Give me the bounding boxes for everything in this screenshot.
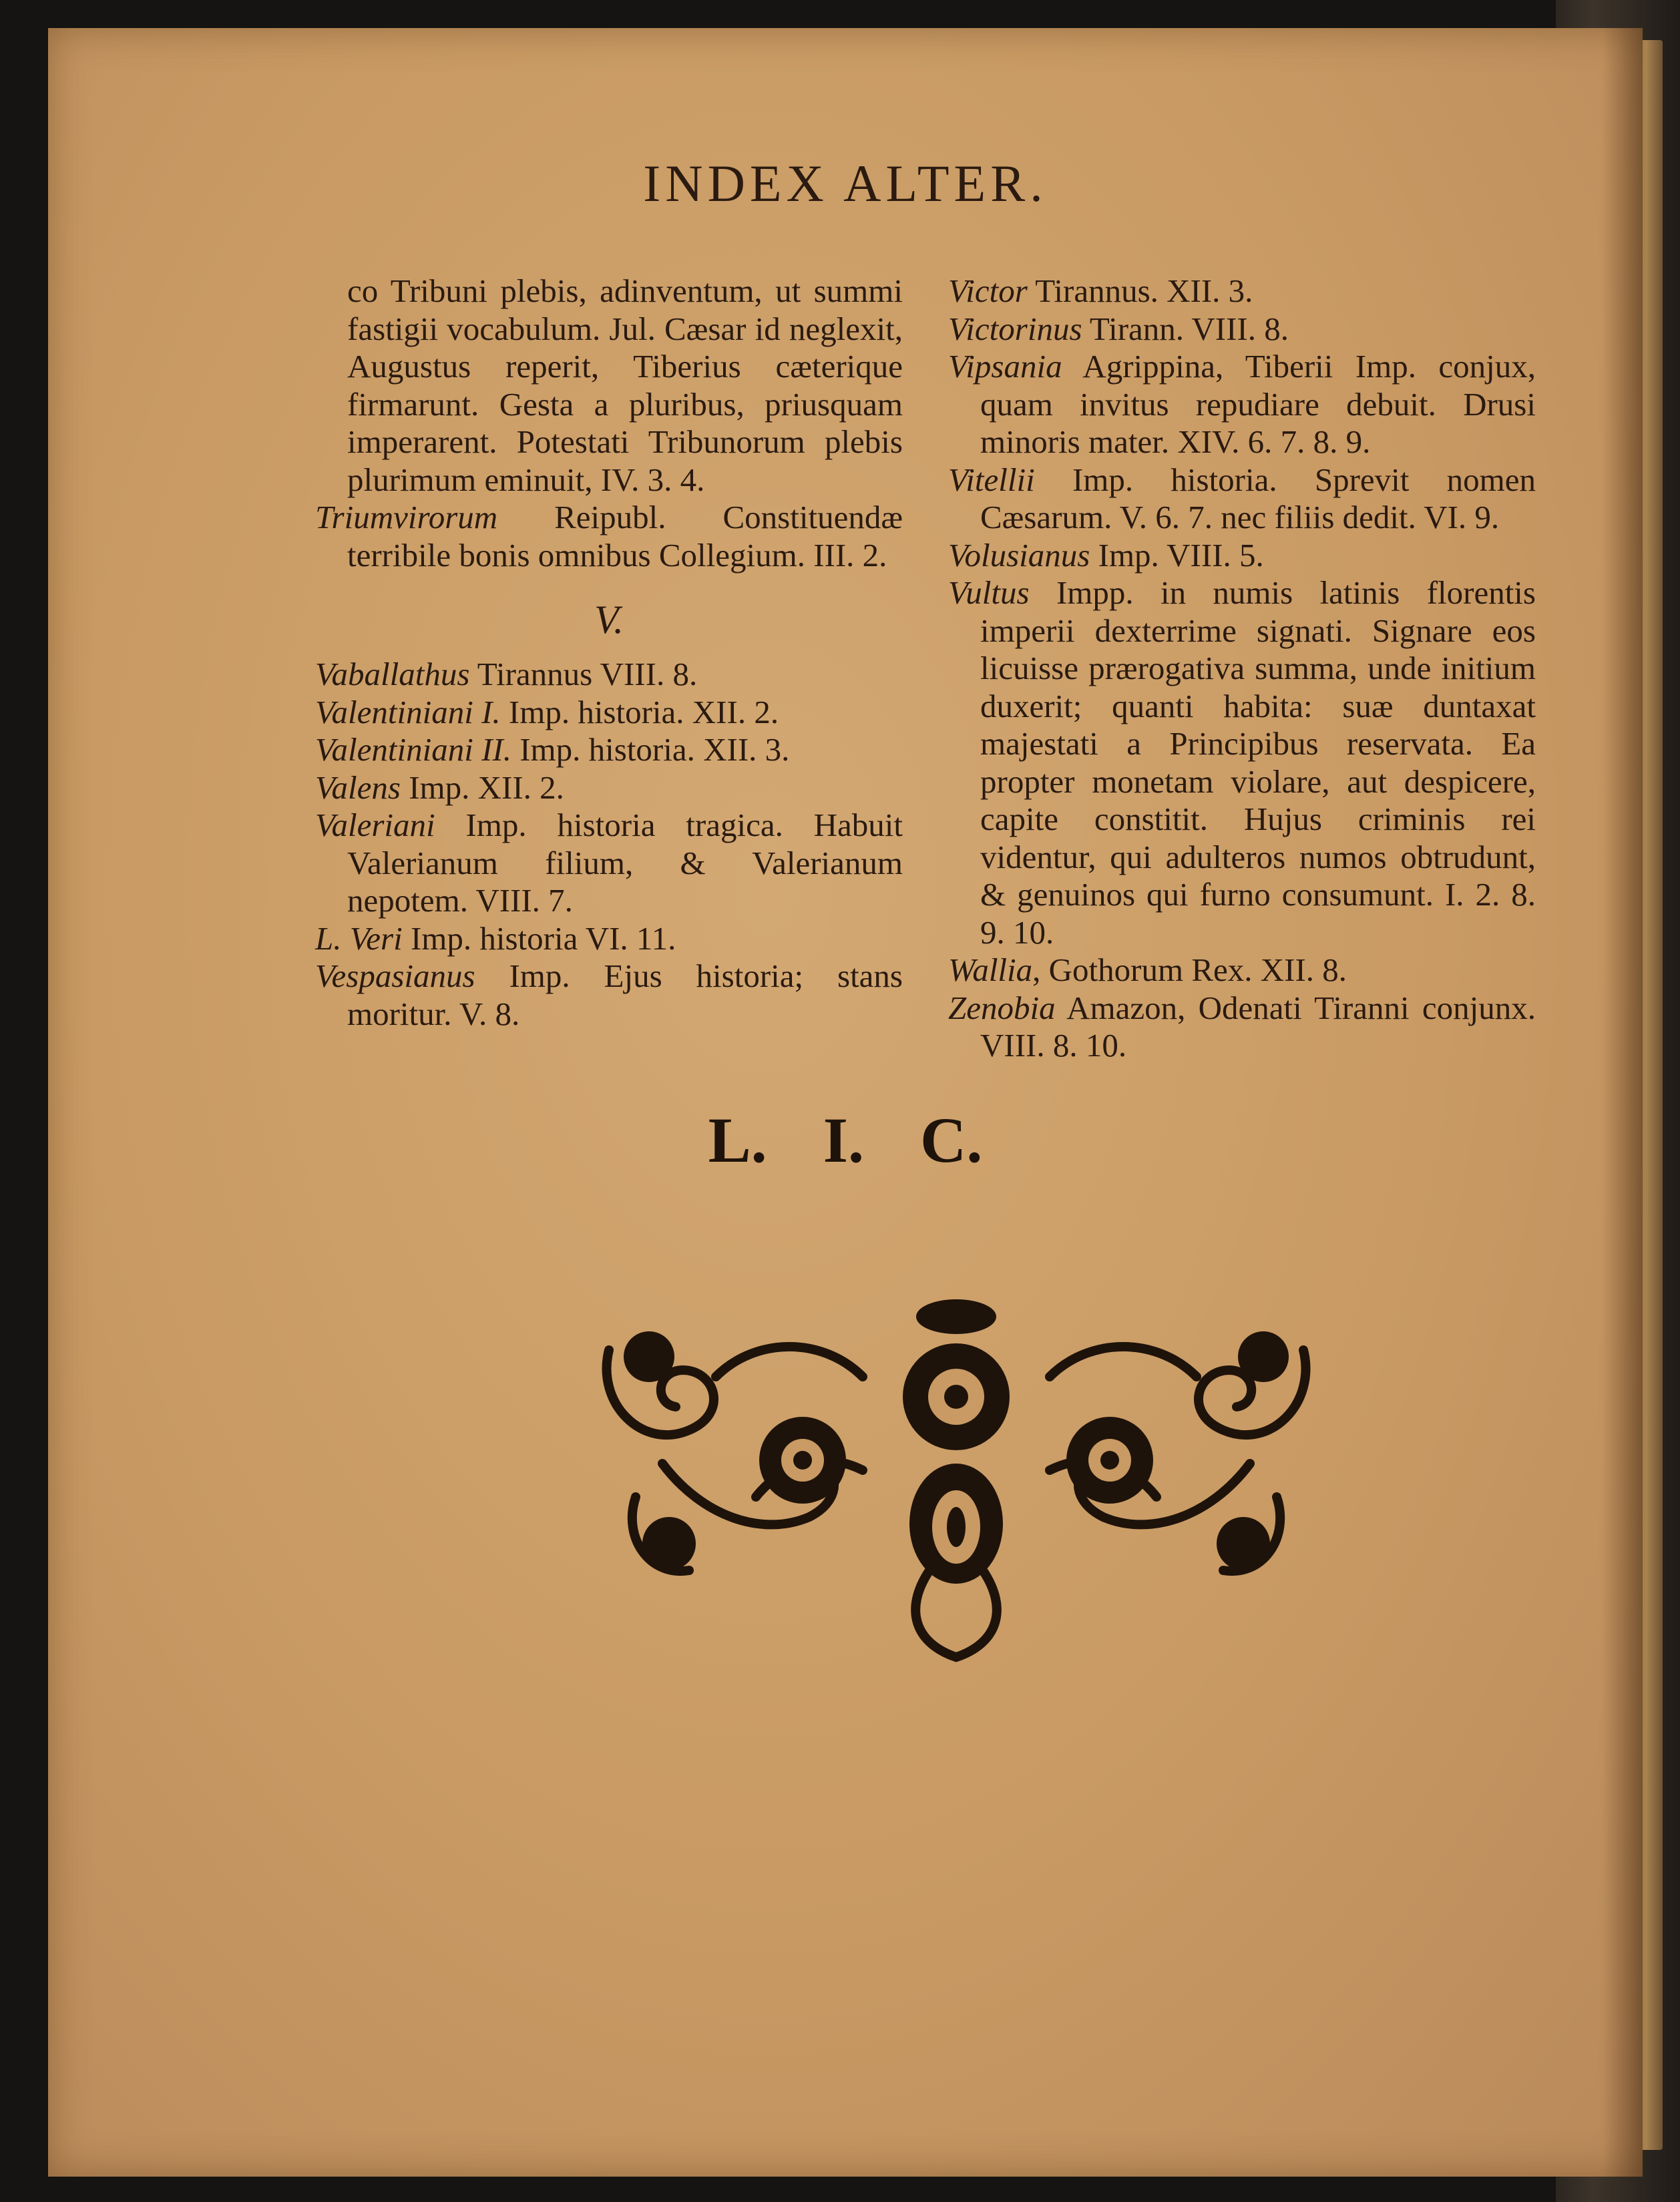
entry-term: Vipsania <box>948 348 1062 385</box>
entry-text: Imp. historia tragica. Habuit Valerianum filium, & Valerianum nepotem. VIII. 7. <box>347 807 903 919</box>
entry-text: Impp. in numis latinis florentis imperii dexterrime signati. Signare eos licuisse prærogativa summa, unde initium duxerit; quanti habita: suæ duntaxat majestati a Principibus reservata. Ea propter monetam violare, aut despicere, capite constitit. Hujus criminis rei videntur, qui adulteros numos obtrudunt, & genuinos qui furno consumunt. I. 2. 8. 9. 10. <box>980 574 1536 951</box>
index-entry <box>948 348 1536 461</box>
entry-text: , Gothorum Rex. XII. 8. <box>1032 951 1347 988</box>
entry-text: Imp. historia. Sprevit nomen Cæsarum. V. 6. 7. nec filiis dedit. VI. 9. <box>980 461 1536 535</box>
entry-term: Volusianus <box>948 536 1090 574</box>
entry-text: Imp. historia. XII. 3. <box>511 731 790 768</box>
entry-term: Wallia <box>948 951 1033 988</box>
index-entry <box>948 951 1536 989</box>
entry-term: Valentiniani I. <box>315 693 501 730</box>
entry-term: Valens <box>315 768 401 806</box>
entry-text: Imp. Ejus historia; stans moritur. V. 8. <box>347 957 903 1032</box>
entry-term: Valeriani <box>315 807 435 843</box>
entry-text: Tirannus VIII. 8. <box>469 656 698 692</box>
entry-text: Amazon, Odenati Tiranni conjunx. VIII. 8. 10. <box>980 989 1536 1064</box>
index-entry <box>948 537 1536 575</box>
index-entry-continuation: co Tribuni plebis, adinventum, ut summi fastigii vocabulum. Jul. Cæsar id neglexit, Augustus reperit, Tiberius cæterique firmarunt. Gesta a pluribus, priusquam imperarent. Potestati Tribunorum plebis plurimum eminuit, IV. 3. 4. <box>347 272 903 498</box>
right-column <box>948 272 1536 1065</box>
entry-term: Triumvirorum <box>315 499 498 535</box>
entry-text: Imp. VIII. 5. <box>1090 536 1264 574</box>
index-entry <box>315 656 903 694</box>
entry-term: L. Veri <box>315 919 403 957</box>
index-entry <box>948 461 1536 537</box>
index-entry <box>315 957 903 1033</box>
section-letter: V. <box>594 598 624 642</box>
entry-term: Victor <box>948 272 1028 309</box>
entry-text: Imp. historia. XII. 2. <box>500 693 779 730</box>
entry-term: Vultus <box>948 574 1030 611</box>
index-entry <box>315 920 903 958</box>
entry-text: Reipubl. Constituendæ terribile bonis omnibus Collegium. III. 2. <box>347 499 903 574</box>
left-column <box>315 272 903 1033</box>
entry-term: Zenobia <box>948 989 1056 1026</box>
index-entry <box>315 769 903 807</box>
entry-term: Valentiniani II. <box>315 731 511 768</box>
entry-text: Tirannus. XII. 3. <box>1027 272 1253 309</box>
index-entry <box>315 499 903 574</box>
index-entry <box>315 807 903 920</box>
entry-term: Vitellii <box>948 461 1035 498</box>
index-entry <box>315 731 903 769</box>
book-page <box>48 28 1643 2177</box>
entry-text: Imp. historia VI. 11. <box>402 919 676 957</box>
finis-mark: L. I. C. <box>708 1104 983 1176</box>
index-entry <box>948 272 1536 310</box>
entry-term: Vespasianus <box>315 957 475 994</box>
index-entry <box>948 989 1536 1065</box>
entry-text: Agrippina, Tiberii Imp. conjux, quam invitus repudiare debuit. Drusi minoris mater. XIV. 6. 7. 8. 9. <box>980 348 1536 460</box>
entry-term: Victorinus <box>948 310 1082 347</box>
floral-ornament-icon <box>582 1297 1330 1671</box>
entry-text: Imp. XII. 2. <box>400 768 564 806</box>
gutter-shadow <box>1603 28 1643 2177</box>
entry-text: Tirann. VIII. 8. <box>1082 310 1289 347</box>
index-entry <box>315 694 903 732</box>
index-entry <box>948 574 1536 951</box>
entry-term: Vaballathus <box>315 656 470 692</box>
index-entry <box>948 310 1536 349</box>
running-header: INDEX ALTER. <box>643 154 1048 212</box>
